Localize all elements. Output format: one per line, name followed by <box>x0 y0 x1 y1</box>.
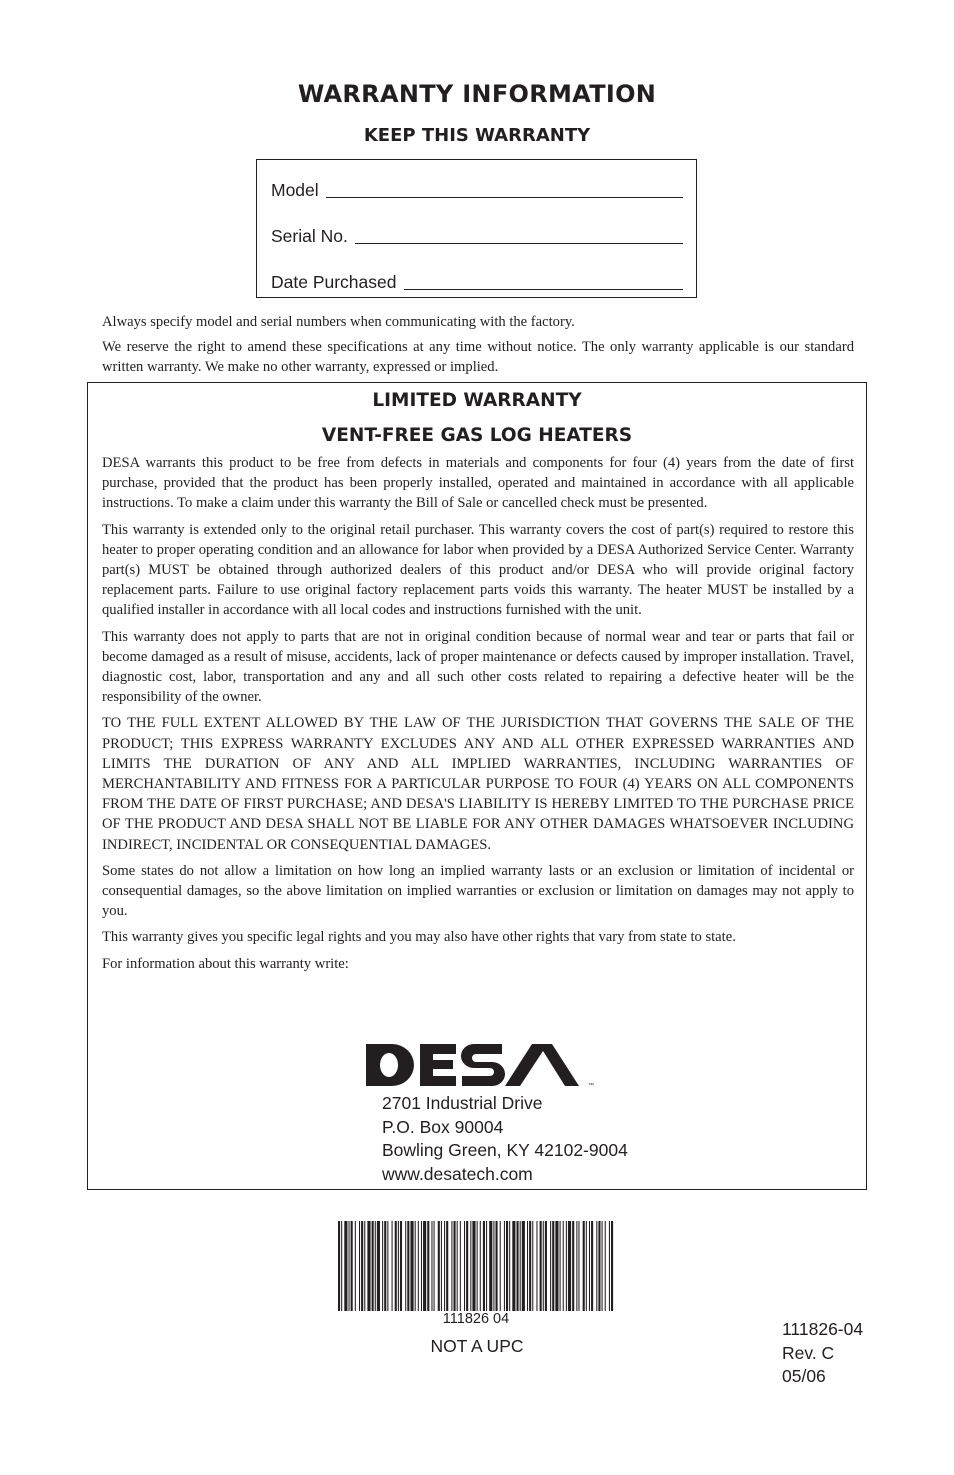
desa-logo <box>366 1041 614 1089</box>
barcode-bar <box>545 1221 547 1311</box>
barcode-bar <box>410 1221 413 1311</box>
barcode-bar <box>596 1221 597 1311</box>
address-street: 2701 Industrial Drive <box>382 1093 543 1113</box>
warranty-paragraph: This warranty does not apply to parts that are not in original condition because of normal wear and tear or parts that fail or become damaged as a result of misuse, accidents, lack of proper maintenance or defects caused by improper installation. Travel, diagnostic cost, labor, transportation and any and all such other costs related to repairing a defective heater will be the responsibility of the owner. <box>102 628 854 706</box>
barcode-bar <box>527 1221 528 1311</box>
barcode-bar <box>611 1221 613 1311</box>
barcode-bar <box>460 1221 461 1311</box>
barcode-bar <box>338 1221 340 1311</box>
barcode-bar <box>384 1221 386 1311</box>
barcode-bar <box>387 1221 388 1311</box>
barcode-bar <box>351 1221 353 1311</box>
barcode-bar <box>483 1221 485 1311</box>
barcode-bar <box>504 1221 505 1311</box>
barcode-bar <box>563 1221 564 1311</box>
serial-field[interactable] <box>355 225 683 244</box>
limited-warranty-box <box>87 382 867 1190</box>
barcode-bar <box>454 1221 456 1311</box>
serial-row <box>271 222 683 246</box>
barcode-bar <box>529 1221 531 1311</box>
warranty-paragraph: TO THE FULL EXTENT ALLOWED BY THE LAW OF THE JURISDICTION THAT GOVERNS THE SALE OF THE PRODUCT; THIS EXPRESS WARRANTY EXCLUDES ANY AND ALL OTHER EXPRESSED WARRANTIES AND LIMITS THE DURATION OF ANY AND ALL IMPLIED WARRANTIES, INCLUDING WARRANTIES OF MERCHANTABILITY AND FITNESS FOR A PARTICULAR PURPOSE TO FOUR (4) YEARS ON ALL COMPONENTS FROM THE DATE OF FIRST PURCHASE; AND DESA'S LIABILITY IS HEREBY LIMITED TO THE PURCHASE PRICE OF THE PRODUCT AND DESA SHALL NOT BE LIABLE FOR ANY OTHER DAMAGES WHATSOEVER INCLUDING INDIRECT, INCIDENTAL OR CONSEQUENTIAL DAMAGES. <box>102 715 854 853</box>
barcode-bar <box>470 1221 471 1311</box>
barcode-image <box>338 1221 614 1311</box>
date-purchased-label: Date Purchased <box>271 272 397 292</box>
barcode-bar <box>520 1221 521 1311</box>
barcode-bar <box>464 1221 465 1311</box>
barcode-bar <box>364 1221 365 1311</box>
barcode-bar <box>451 1221 452 1311</box>
address-po-box: P.O. Box 90004 <box>382 1116 504 1137</box>
barcode-bar <box>431 1221 432 1311</box>
barcode-bar <box>361 1221 363 1311</box>
barcode-bar <box>441 1221 442 1311</box>
barcode-bar <box>427 1221 429 1311</box>
barcode-bar <box>568 1221 571 1311</box>
barcode-bar <box>555 1221 558 1311</box>
revision: Rev. C <box>782 1342 835 1363</box>
address-website: www.desatech.com <box>382 1163 533 1184</box>
serial-label: Serial No. <box>271 226 348 246</box>
barcode-bar <box>434 1221 435 1311</box>
barcode-bar <box>586 1221 587 1311</box>
barcode-bar <box>472 1221 475 1311</box>
date-row <box>271 268 683 292</box>
address-city: Bowling Green, KY 42102-9004 <box>382 1140 628 1160</box>
barcode-bar <box>405 1221 406 1311</box>
barcode-bar <box>423 1221 426 1311</box>
barcode-bar <box>517 1221 519 1311</box>
barcode-bar <box>572 1221 574 1311</box>
barcode-bar <box>341 1221 342 1311</box>
reserve-note: We reserve the right to amend these specifications at any time without notice. The only warranty applicable is our standard written warranty. We make no other warranty, expressed or implied. <box>102 339 854 375</box>
barcode-bar <box>480 1221 481 1311</box>
barcode-bar <box>355 1221 356 1311</box>
model-field[interactable] <box>326 179 683 198</box>
barcode-bar <box>598 1221 600 1311</box>
barcode-bar <box>576 1221 577 1311</box>
barcode-bar <box>344 1221 347 1311</box>
barcode-bar <box>477 1221 478 1311</box>
barcode-bar <box>509 1221 510 1311</box>
barcode-bar <box>421 1221 422 1311</box>
part-number: 111826-04 <box>782 1319 864 1339</box>
barcode-bar <box>500 1221 501 1311</box>
warranty-paragraph: This warranty is extended only to the original retail purchaser. This warranty covers the cost of part(s) required to restore this heater to proper operating condition and an allowance for labor when provided by a DESA Authorized Service Center. Warranty part(s) MUST be obtained through authorized dealers of this product and/or DESA who will provide original factory replacement parts. Failure to use original factory replacement parts voids this warranty. The heater MUST be installed by a qualified installer in accordance with all local codes and instructions furnished with the unit. <box>102 521 854 619</box>
barcode-bar <box>398 1221 399 1311</box>
barcode-bar <box>375 1221 376 1311</box>
barcode-bar <box>591 1221 593 1311</box>
barcode-bar <box>506 1221 508 1311</box>
page-title: WARRANTY INFORMATION <box>297 80 657 108</box>
barcode-bar <box>457 1221 458 1311</box>
address-block <box>382 1092 628 1186</box>
revision-date: 05/06 <box>782 1366 826 1386</box>
warranty-paragraph: For information about this warranty write: <box>102 955 349 972</box>
barcode-bar <box>512 1221 515 1311</box>
barcode-bar <box>438 1221 440 1311</box>
barcode-bar <box>446 1221 448 1311</box>
warranty-text <box>102 453 854 980</box>
barcode-bar <box>609 1221 610 1311</box>
model-row <box>271 176 683 200</box>
trademark-mark: ™ <box>588 1083 594 1089</box>
barcode-bar <box>400 1221 402 1311</box>
barcode-bar <box>444 1221 445 1311</box>
barcode-bar <box>372 1221 374 1311</box>
warranty-paragraph: Some states do not allow a limitation on how long an implied warranty lasts or an exclusion or limitation of incidental or consequential damages, so the above limitation on implied warranties or exclusion or limitation on damages may not apply to you. <box>102 862 854 920</box>
barcode-caption: NOT A UPC <box>430 1336 524 1356</box>
warranty-paragraph: DESA warrants this product to be free from defects in materials and components for four (4) years from the date of first purchase, provided that the product has been properly installed, operated and maintained in accordance with all applicable instructions. To make a claim under this warranty the Bill of Sale or cancelled check must be presented. <box>102 455 854 512</box>
barcode-bar <box>605 1221 606 1311</box>
barcode-bar <box>493 1221 494 1311</box>
barcode-bar <box>552 1221 554 1311</box>
barcode-bar <box>359 1221 360 1311</box>
warranty-paragraph: This warranty gives you specific legal rights and you may also have other rights that vary from state to state. <box>102 929 736 946</box>
barcode-bar <box>560 1221 561 1311</box>
barcode-bar <box>418 1221 419 1311</box>
barcode-bar <box>589 1221 590 1311</box>
barcode-bar <box>602 1221 603 1311</box>
barcode-bar <box>486 1221 487 1311</box>
barcode-bar <box>583 1221 585 1311</box>
barcode-bar <box>466 1221 468 1311</box>
barcode-bar <box>540 1221 542 1311</box>
document-info <box>782 1318 863 1389</box>
barcode-bar <box>377 1221 380 1311</box>
specify-note: Always specify model and serial numbers when communicating with the factory. <box>102 314 575 330</box>
barcode-bar <box>536 1221 537 1311</box>
barcode-bar <box>489 1221 492 1311</box>
barcode-number: 111826 04 <box>442 1311 510 1327</box>
date-purchased-field[interactable] <box>404 271 684 290</box>
registration-box <box>256 159 697 298</box>
barcode-bar <box>367 1221 370 1311</box>
limited-warranty-heading: LIMITED WARRANTY <box>372 390 582 411</box>
barcode-bar <box>415 1221 416 1311</box>
product-heading: VENT-FREE GAS LOG HEATERS <box>321 425 633 446</box>
barcode-bar <box>522 1221 525 1311</box>
barcode-bar <box>578 1221 579 1311</box>
barcode-bar <box>349 1221 350 1311</box>
model-label: Model <box>271 180 319 200</box>
barcode-bar <box>395 1221 397 1311</box>
barcode-bar <box>407 1221 409 1311</box>
barcode-bar <box>382 1221 383 1311</box>
barcode-bar <box>532 1221 533 1311</box>
barcode-bar <box>566 1221 567 1311</box>
page-subtitle: KEEP THIS WARRANTY <box>363 125 591 146</box>
barcode-bar <box>496 1221 498 1311</box>
barcode-bar <box>392 1221 393 1311</box>
barcode-bar <box>543 1221 544 1311</box>
barcode-bar <box>550 1221 551 1311</box>
